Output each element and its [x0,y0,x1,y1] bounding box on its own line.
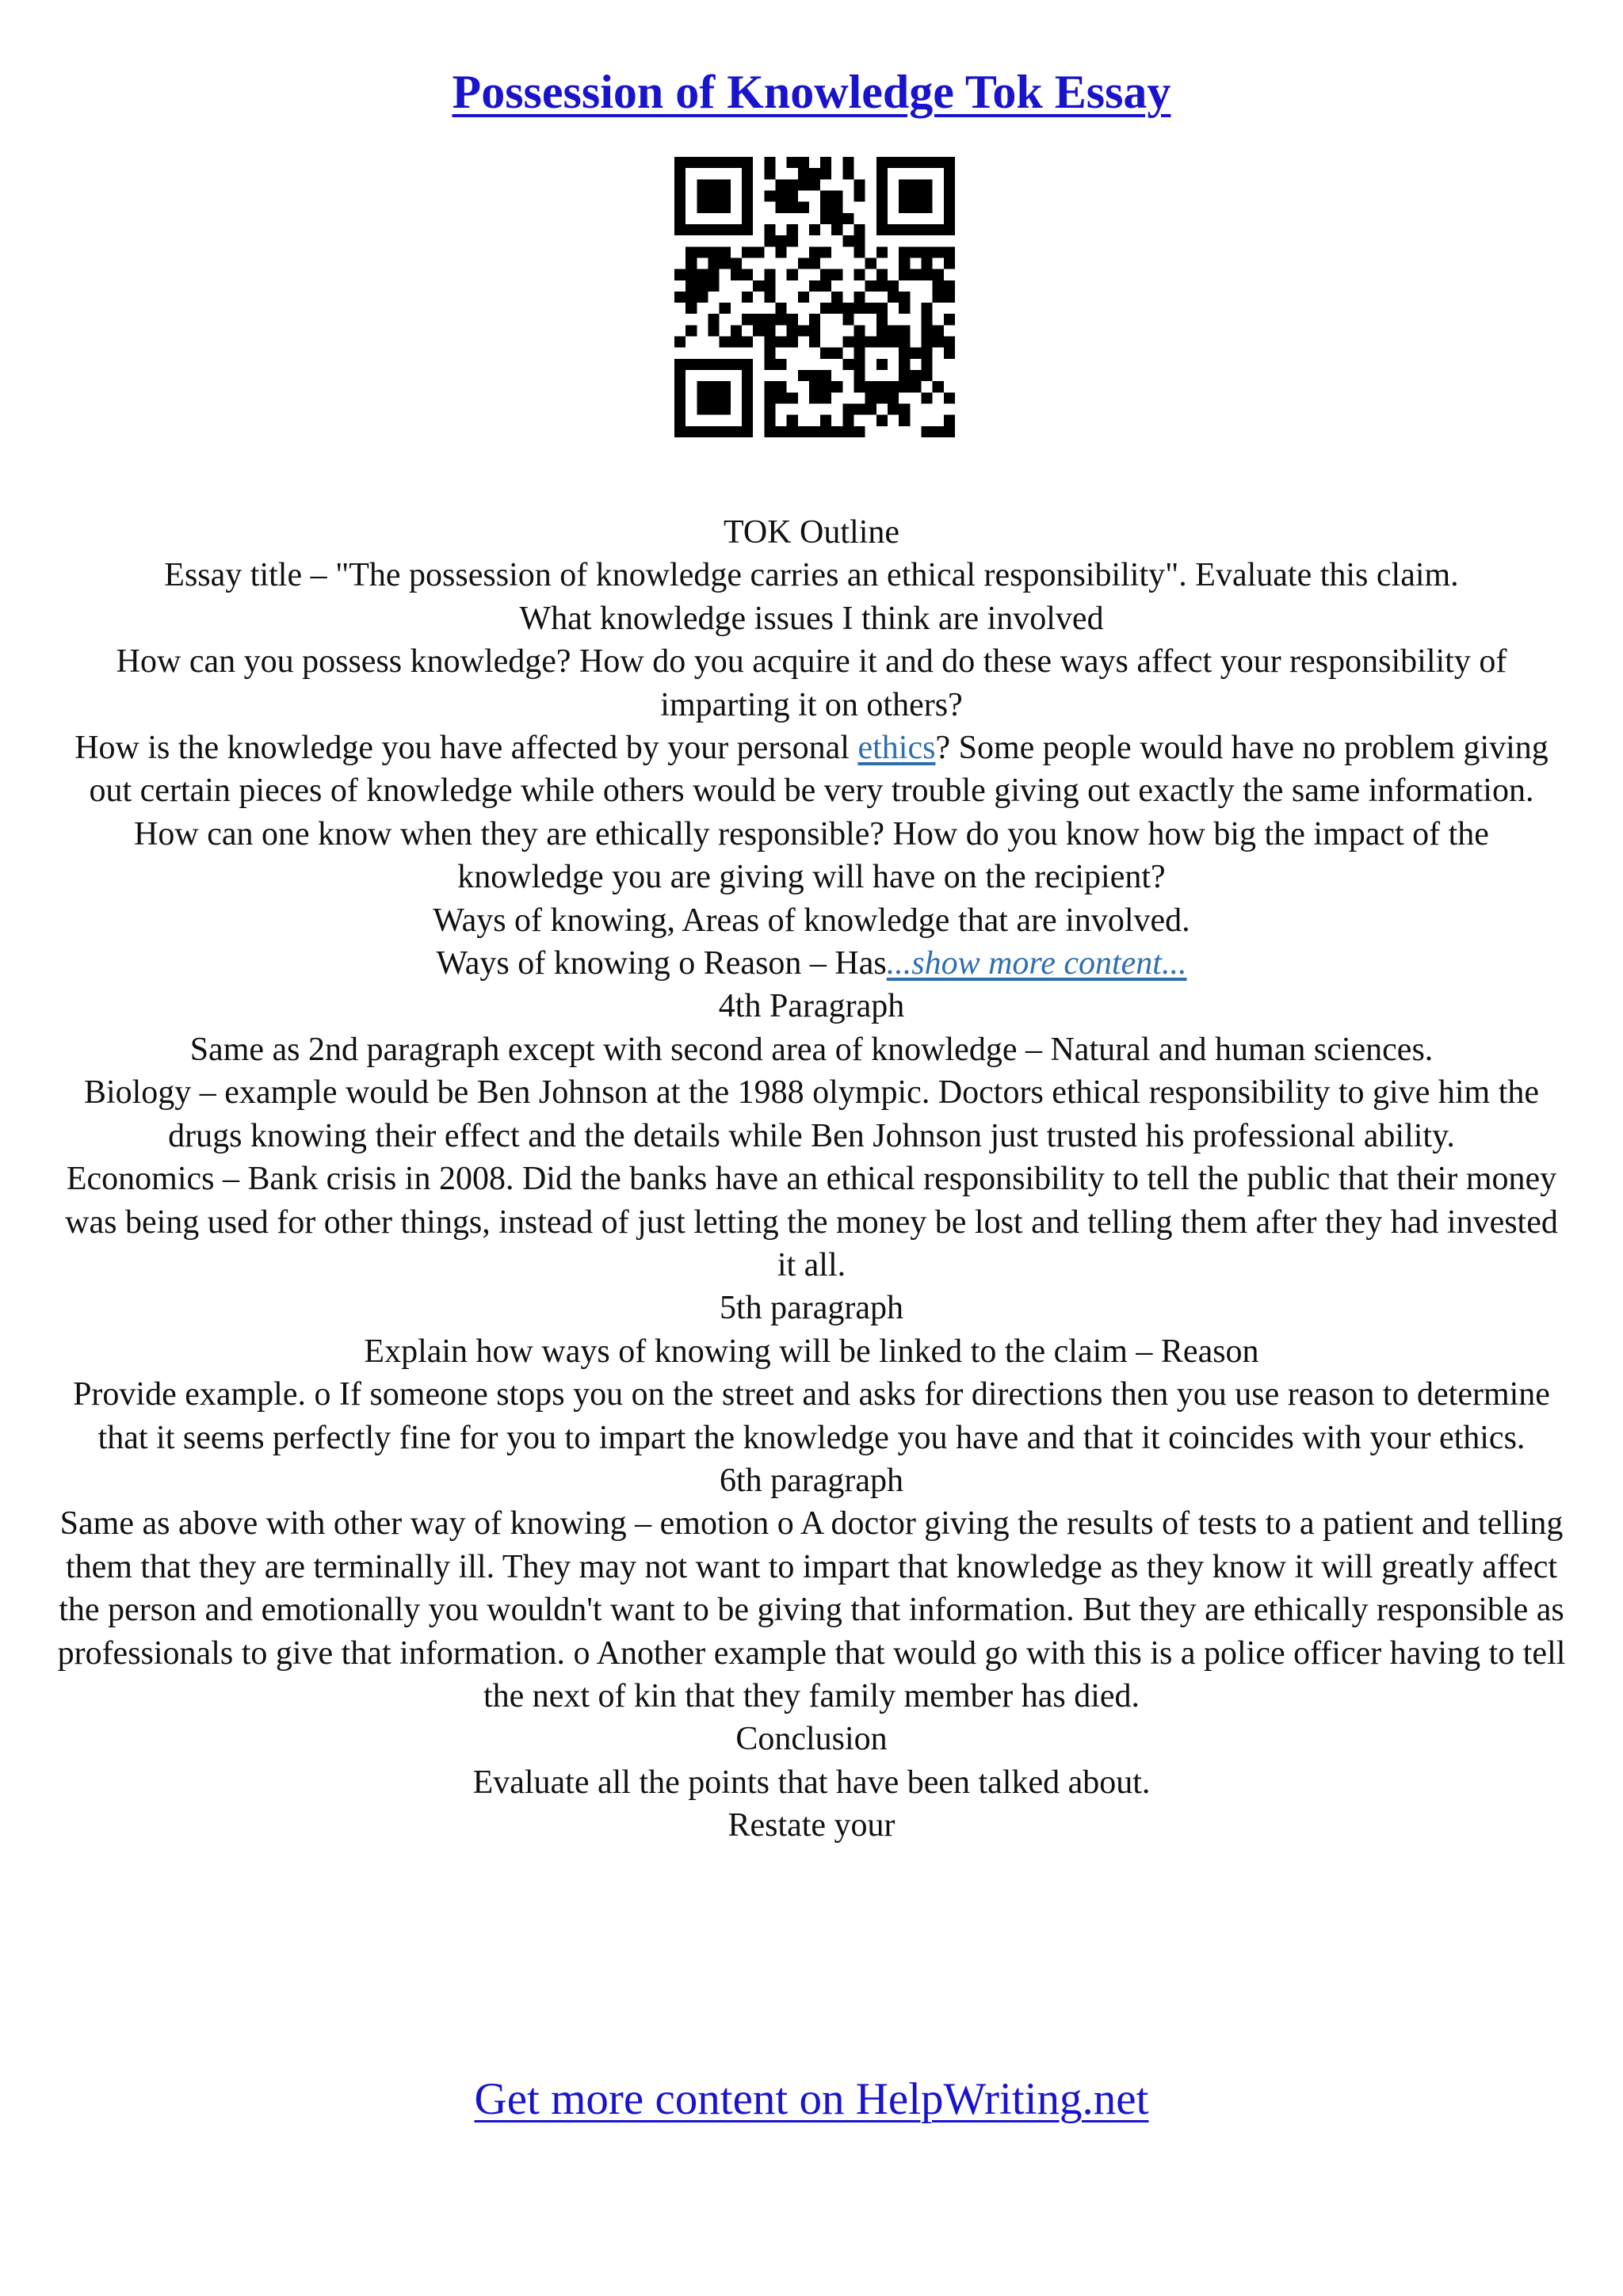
get-more-content-link[interactable]: Get more content on HelpWriting.net [474,2074,1149,2124]
fifth-paragraph-heading: 5th paragraph [719,1290,904,1327]
paragraph-second-area: Same as 2nd paragraph except with second area of knowledge – Natural and human sciences. [189,1031,1434,1068]
ethics-text-after: ? Some people would have no problem giving out certain pieces of knowledge while others would be very trouble giving out exactly the same information. [89,730,1549,810]
ways-reason-text: Ways of knowing o Reason – Has [436,945,887,982]
paragraph-ways-reason [57,942,1566,985]
knowledge-issues-heading: What knowledge issues I think are involved [519,600,1104,637]
outline-body [57,511,1566,1848]
outline-heading: TOK Outline [723,514,900,551]
show-more-content-link[interactable]: ...show more content... [886,945,1187,982]
paragraph-evaluate: Evaluate all the points that have been talked about. [472,1764,1151,1801]
essay-title-line: Essay title – "The possession of knowledge carries an ethical responsibility". Evaluate this claim. [164,557,1459,594]
paragraph-provide-example: Provide example. o If someone stops you on the street and asks for directions then you use reason to determine that it seems perfectly fine for you to impart the knowledge you have and that it coincides with your ethics. [73,1376,1550,1456]
paragraph-personal-ethics [57,727,1566,813]
sixth-paragraph-heading: 6th paragraph [719,1462,904,1499]
paragraph-emotion: Same as above with other way of knowing – emotion o A doctor giving the results of tests to a patient and telling them that they are terminally ill. They may not want to impart that knowledge as they know it will greatly affect the person and emotionally you wouldn't want to be giving that information. But they are ethically responsible as professionals to give that information. o Another example that would go with this is a police officer having to tell the next of kin that they family member has died. [57,1505,1566,1714]
paragraph-ways-areas: Ways of knowing, Areas of knowledge that are involved. [433,902,1190,939]
qr-code-icon [674,157,955,437]
paragraph-possess-knowledge: How can you possess knowledge? How do you acquire it and do these ways affect your responsibility of imparting it on others? [116,643,1507,723]
ethics-link[interactable]: ethics [857,730,936,767]
paragraph-economics: Economics – Bank crisis in 2008. Did the banks have an ethical responsibility to tell the public that their money was being used for other things, instead of just letting the money be lost and telling them after they had invested it all. [65,1161,1558,1283]
paragraph-explain-reason: Explain how ways of knowing will be linked to the claim – Reason [364,1333,1259,1370]
fourth-paragraph-heading: 4th Paragraph [718,988,905,1025]
document-title-link[interactable]: Possession of Knowledge Tok Essay [452,66,1171,118]
conclusion-heading: Conclusion [735,1721,888,1758]
paragraph-ethically-responsible: How can one know when they are ethically responsible? How do you know how big the impact of the knowledge you are giving will have on the recipient? [134,815,1489,896]
paragraph-biology: Biology – example would be Ben Johnson at the 1988 olympic. Doctors ethical responsibility to give him the drugs knowing their effect and the details while Ben Johnson just trusted his professional ability. [83,1074,1540,1154]
paragraph-restate: Restate your [727,1807,896,1844]
ethics-text-before: How is the knowledge you have affected by your personal [74,730,858,767]
